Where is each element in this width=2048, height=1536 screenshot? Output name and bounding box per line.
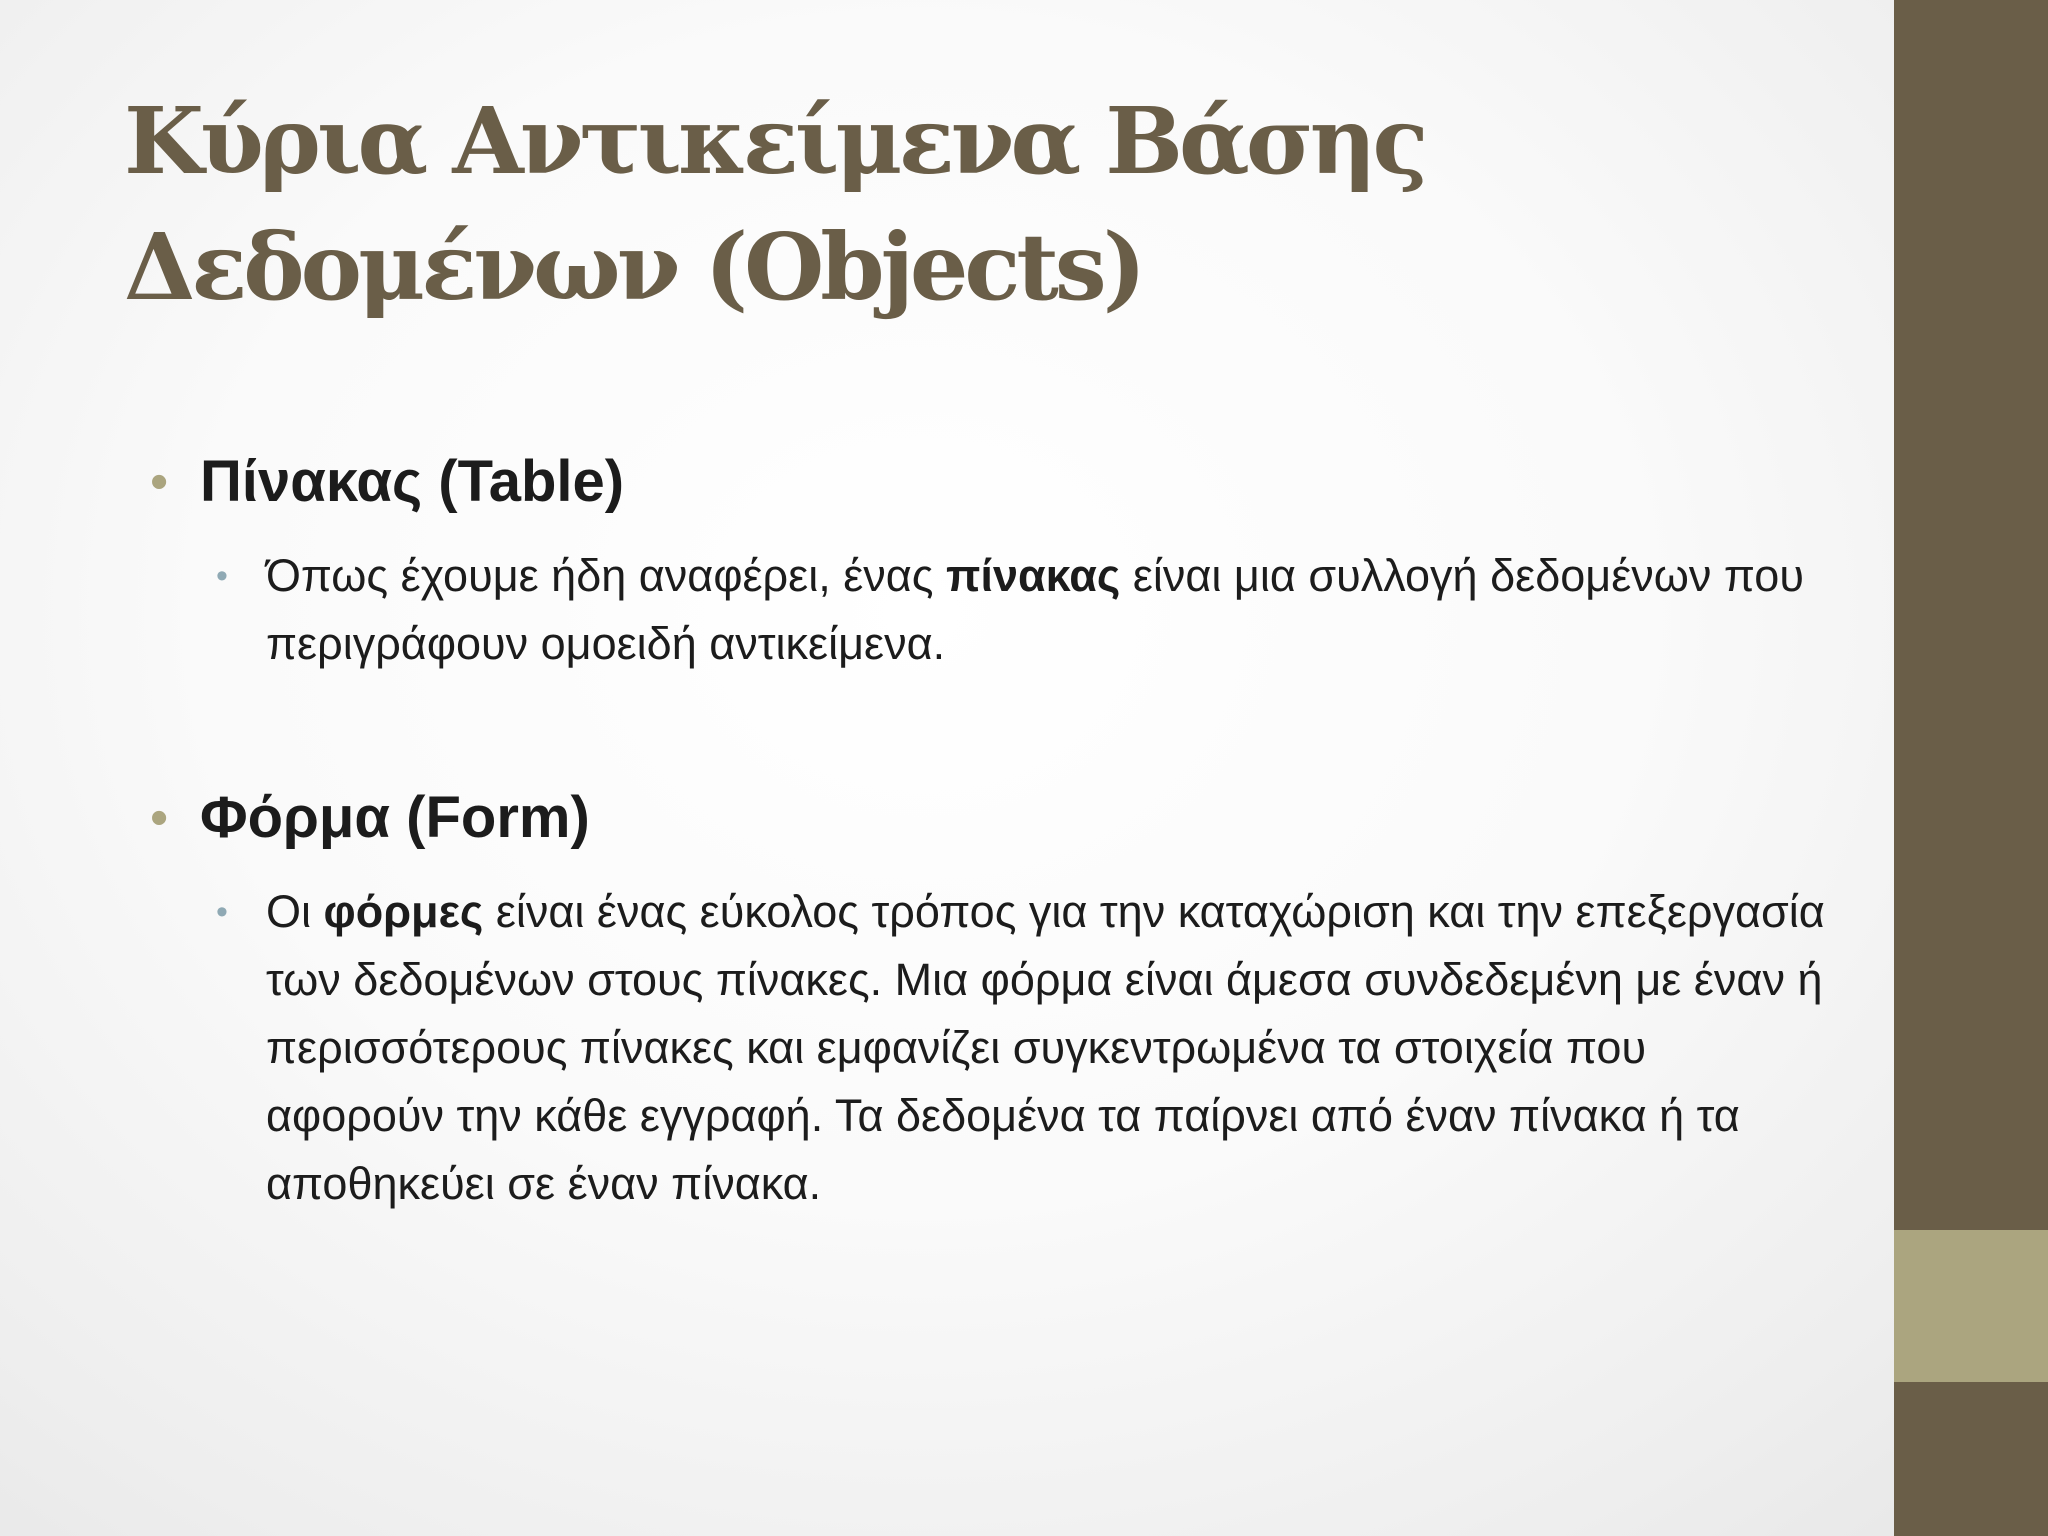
side-accent-block <box>1894 1230 2048 1382</box>
slide-title <box>124 78 1824 330</box>
bullet-heading: Πίνακας (Table) <box>200 449 625 514</box>
slide-content <box>150 436 1850 1218</box>
sub-bullet-text-start: Όπως έχουμε ήδη αναφέρει, ένας <box>266 550 946 601</box>
title-line-2: Δεδομένων (Objects) <box>124 213 1143 321</box>
bullet-item-table <box>150 436 1850 528</box>
sub-bullet-table <box>150 542 1826 678</box>
sub-bullet-text-end: είναι μια συλλογή δεδομένων που περιγράφουν ομοειδή αντικείμενα. <box>266 550 1804 669</box>
bullet-icon: • <box>150 789 169 847</box>
bullet-heading: Φόρμα (Form) <box>200 785 590 850</box>
sub-bullet-icon: • <box>216 893 228 931</box>
bullet-item-form <box>150 772 1850 864</box>
sub-bullet-text-start: Οι <box>266 886 324 937</box>
sub-bullet-bold-term: φόρμες <box>323 886 484 937</box>
sub-bullet-bold-term: πίνακας <box>946 550 1121 601</box>
bullet-icon: • <box>150 453 169 511</box>
title-line-1: Κύρια Αντικείμενα Βάσης <box>124 87 1425 195</box>
sub-bullet-form <box>150 878 1826 1218</box>
sub-bullet-text-end: είναι ένας εύκολος τρόπος για την καταχώριση και την επεξεργασία των δεδομένων στους πίνακες. Μια φόρμα είναι άμεσα συνδεδεμένη με έναν ή περισσότερους πίνακες και εμφανίζει συγκεντρωμένα τα στοιχεία που αφορούν την κάθε εγγραφή. Τα δεδομένα τα παίρνει από έναν πίνακα ή τα αποθηκεύει σε έναν πίνακα. <box>266 886 1825 1209</box>
sub-bullet-icon: • <box>216 557 228 595</box>
